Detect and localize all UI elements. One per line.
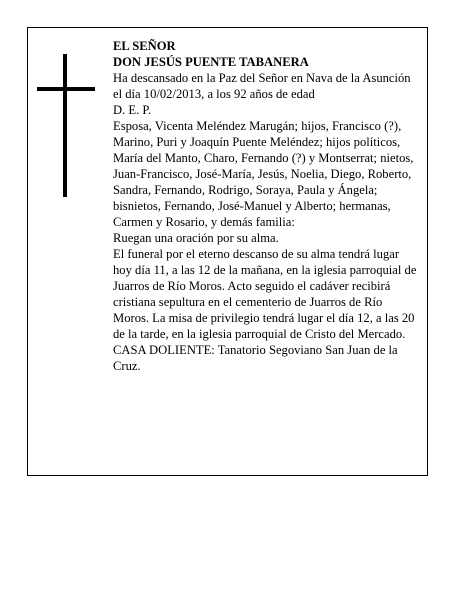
cross-vertical-bar [63,54,67,197]
family-list: Esposa, Vicenta Meléndez Marugán; hijos, Francisco (?), Marino, Puri y Joaquín Puente Meléndez; hijos políticos, María del Manto, Charo, Fernando (?) y Montserrat; nietos, Juan-Francisco, José-María, Jesús, Noelia, Diego, Roberto, Sandra, Fernando, Rodrigo, Soraya, Paula y Ángela; bisnietos, Fernando, José-Manuel y Alberto; hermanas, Carmen y Rosario, y demás familia: [113,119,414,229]
dep-abbreviation: D. E. P. [113,103,152,117]
cross-horizontal-bar [37,87,95,91]
death-announcement: Ha descansado en la Paz del Señor en Nava de la Asunción el día 10/02/2013, a los 92 años de edad [113,71,411,101]
latin-cross-icon [37,54,97,197]
deceased-honorific: EL SEÑOR [113,39,176,53]
deceased-name: DON JESÚS PUENTE TABANERA [113,55,309,69]
prayer-request: Ruegan una oración por su alma. [113,231,279,245]
obituary-text [113,38,417,374]
funeral-details: El funeral por el eterno descanso de su alma tendrá lugar hoy día 11, a las 12 de la mañana, en la iglesia parroquial de Juarros de Río Moros. Acto seguido el cadáver recibirá cristiana sepultura en el cementerio de Juarros de Río Moros. La misa de privilegio tendrá lugar el día 12, a las 20 de la tarde, en la iglesia parroquial de Cristo del Mercado. [113,247,417,341]
mourning-house: CASA DOLIENTE: Tanatorio Segoviano San Juan de la Cruz. [113,343,398,373]
